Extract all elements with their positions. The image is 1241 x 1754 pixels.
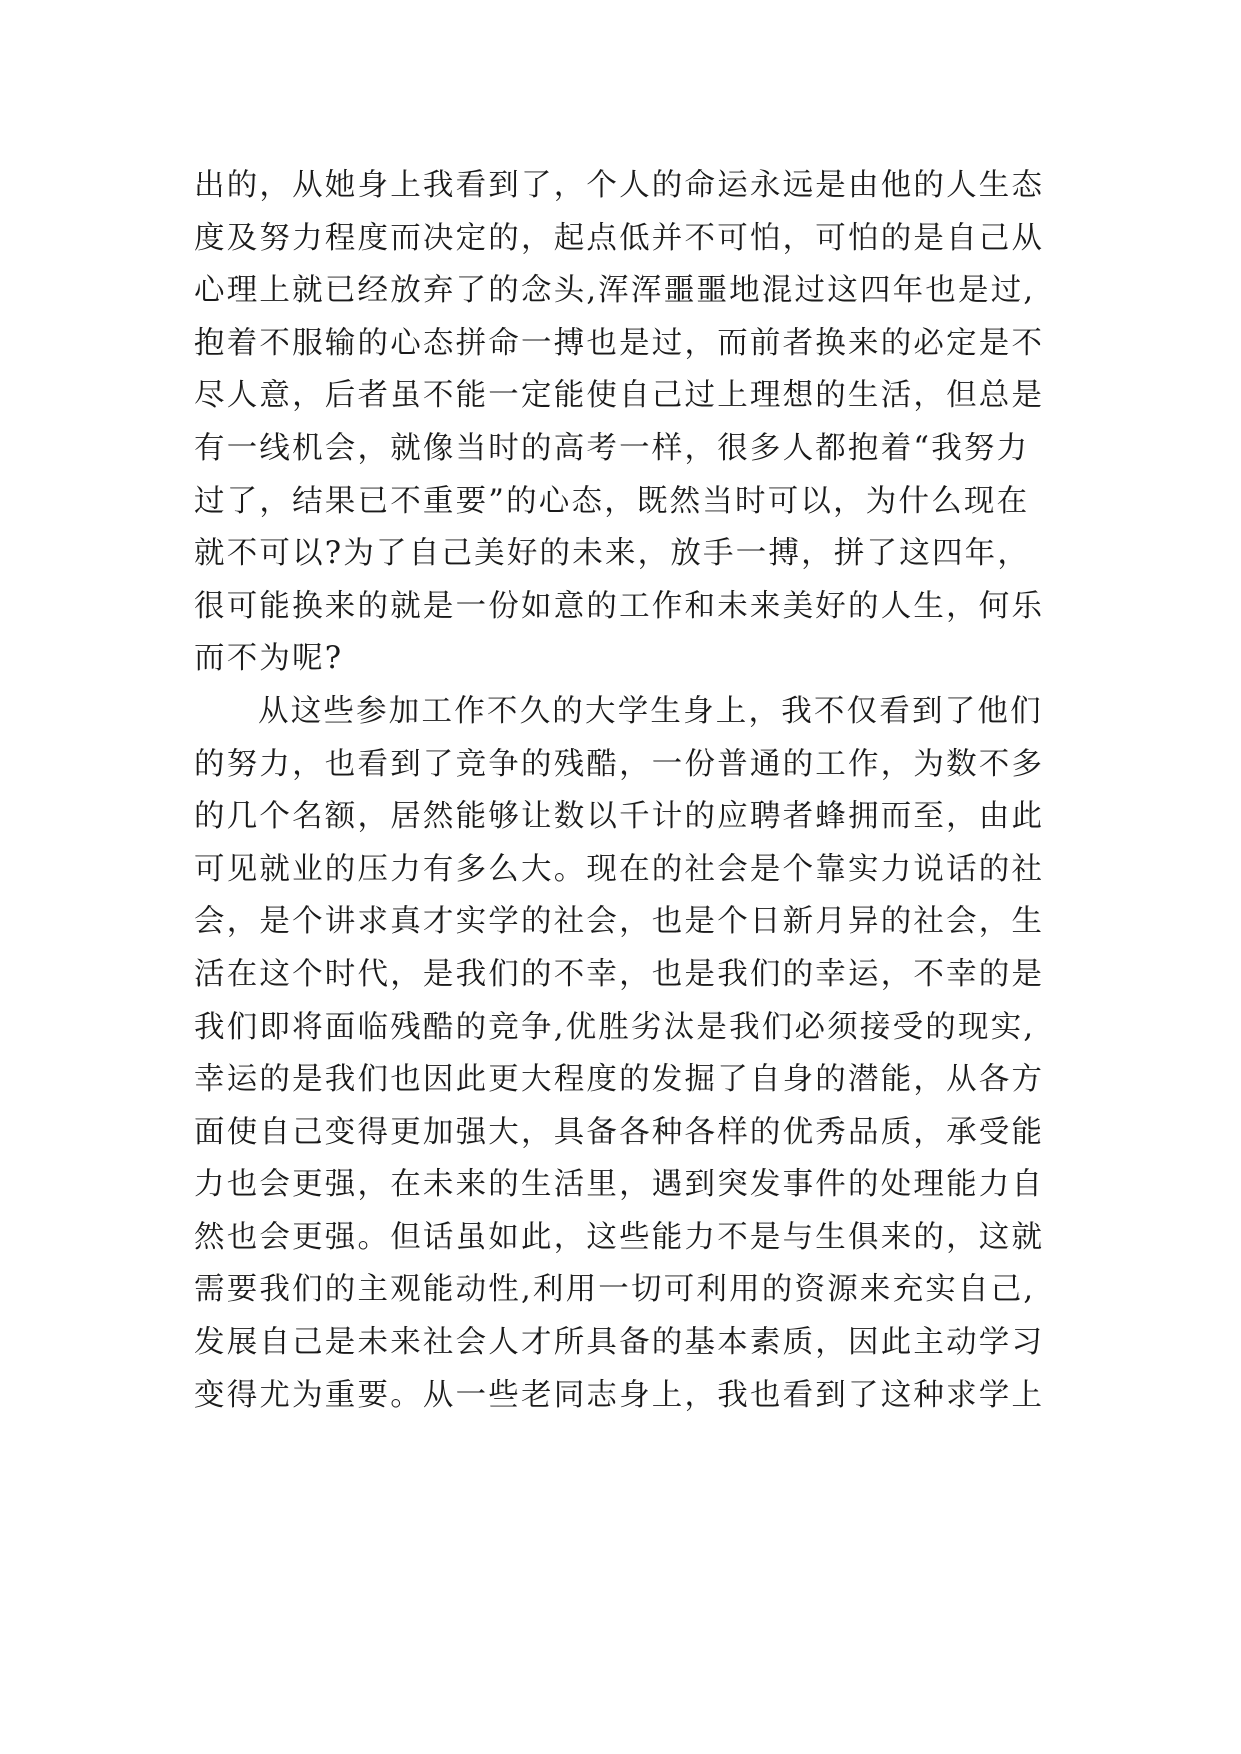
text-line: 度及努力程度而决定的，起点低并不可怕，可怕的是自己从 (194, 220, 1045, 256)
text-line: 有一线机会，就像当时的高考一样，很多人都抱着“我努力 (194, 430, 1030, 466)
text-line: 就不可以?为了自己美好的未来，放手一搏，拼了这四年， (194, 536, 1031, 572)
text-line: 活在这个时代，是我们的不幸，也是我们的幸运，不幸的是 (194, 956, 1045, 992)
text-line: 面使自己变得更加强大，具备各种各样的优秀品质，承受能 (194, 1114, 1045, 1150)
text-line: 心理上就已经放弃了的念头,浑浑噩噩地混过这四年也是过, (194, 273, 1036, 309)
text-line: 然也会更强。但话虽如此，这些能力不是与生俱来的，这就 (194, 1219, 1045, 1255)
text-line: 的努力，也看到了竞争的残酷，一份普通的工作，为数不多 (194, 746, 1045, 782)
text-line: 需要我们的主观能动性,利用一切可利用的资源来充实自己, (194, 1272, 1036, 1308)
text-line: 变得尤为重要。从一些老同志身上，我也看到了这种求学上 (194, 1377, 1045, 1413)
text-line: 我们即将面临残酷的竞争,优胜劣汰是我们必须接受的现实, (194, 1009, 1036, 1045)
text-line: 过了，结果已不重要”的心态，既然当时可以，为什么现在 (194, 483, 1030, 519)
text-line: 出的，从她身上我看到了，个人的命运永远是由他的人生态 (194, 168, 1045, 203)
body-text (194, 160, 1074, 1422)
text-line: 幸运的是我们也因此更大程度的发掘了自身的潜能，从各方 (194, 1062, 1045, 1098)
text-line: 会，是个讲求真才实学的社会，也是个日新月异的社会，生 (194, 904, 1045, 940)
text-line: 力也会更强，在未来的生活里，遇到突发事件的处理能力自 (194, 1167, 1045, 1203)
paragraph-start-line: 从这些参加工作不久的大学生身上，我不仅看到了他们 (258, 693, 1043, 729)
text-line: 抱着不服输的心态拼命一搏也是过，而前者换来的必定是不 (194, 325, 1045, 361)
text-line: 发展自己是未来社会人才所具备的基本素质，因此主动学习 (194, 1325, 1045, 1361)
text-line: 而不为呢? (194, 641, 344, 677)
text-line: 尽人意，后者虽不能一定能使自己过上理想的生活，但总是 (194, 378, 1045, 414)
text-line: 的几个名额，居然能够让数以千计的应聘者蜂拥而至，由此 (194, 799, 1045, 835)
text-line: 很可能换来的就是一份如意的工作和未来美好的人生，何乐 (194, 588, 1045, 624)
text-line: 可见就业的压力有多么大。现在的社会是个靠实力说话的社 (194, 851, 1045, 887)
